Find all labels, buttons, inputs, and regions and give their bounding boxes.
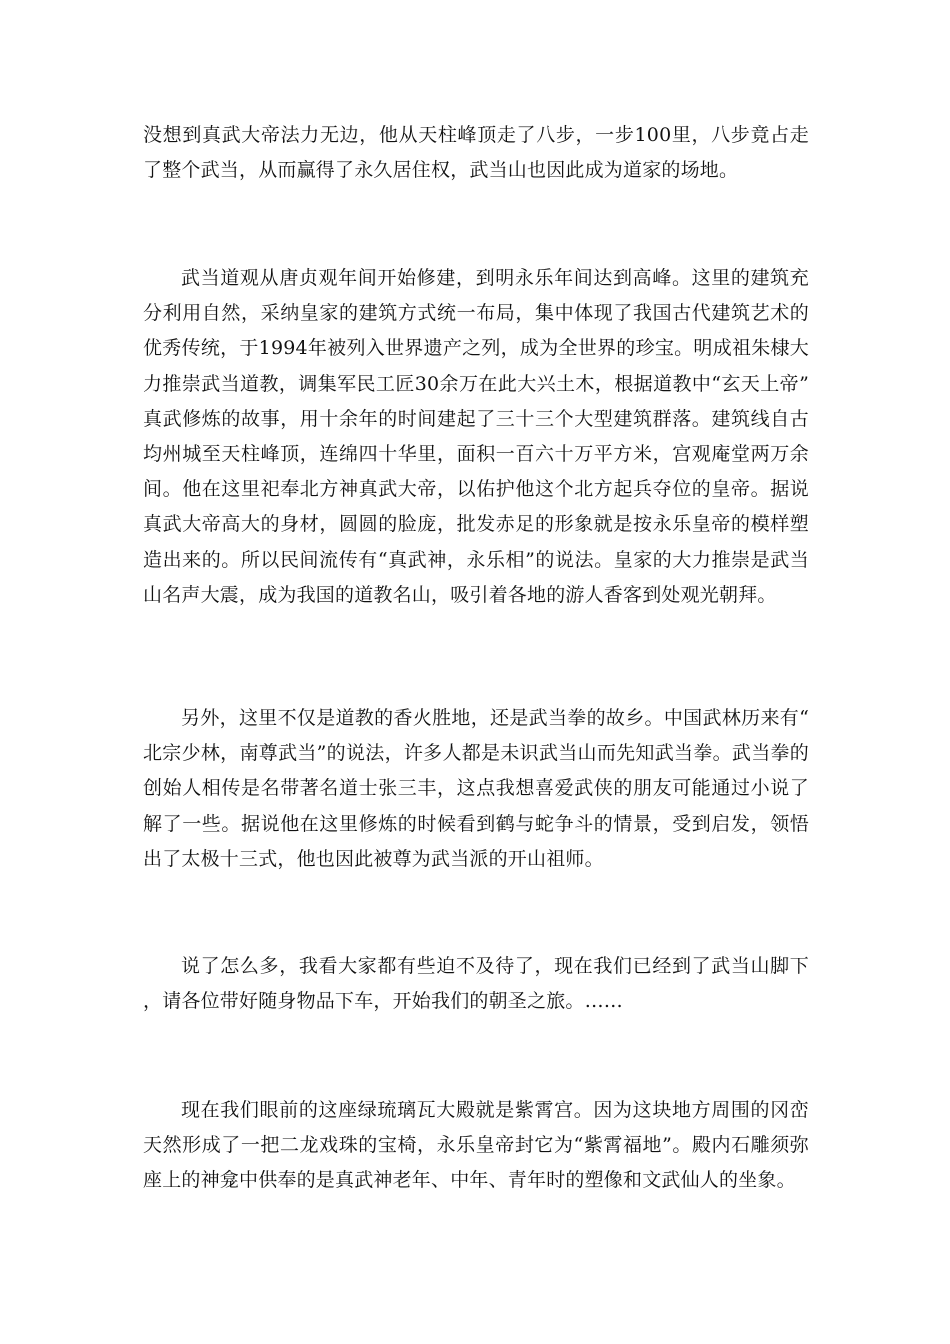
paragraph-5: 现在我们眼前的这座绿琉璃瓦大殿就是紫霄宫。因为这块地方周围的冈峦天然形成了一把二龙戏珠的宝椅，永乐皇帝封它为“紫霄福地”。殿内石雕须弥座上的神龛中供奉的是真武神老年、中年、青年时的塑像和文武仙人的坐象。 bbox=[143, 1099, 809, 1192]
paragraph-4: 说了怎么多，我看大家都有些迫不及待了，现在我们已经到了武当山脚下，请各位带好随身物品下车，开始我们的朝圣之旅。…… bbox=[143, 955, 809, 1013]
paragraph-1: 没想到真武大帝法力无边，他从天柱峰顶走了八步，一步100里，八步竟占走了整个武当，从而赢得了永久居住权，武当山也因此成为道家的场地。 bbox=[143, 124, 809, 182]
paragraph-3: 另外，这里不仅是道教的香火胜地，还是武当拳的故乡。中国武林历来有“北宗少林，南尊武当”的说法，许多人都是未识武当山而先知武当拳。武当拳的创始人相传是名带著名道士张三丰，这点我想喜爱武侠的朋友可能通过小说了解了一些。据说他在这里修炼的时候看到鹤与蛇争斗的情景，受到启发，领悟出了太极十三式，他也因此被尊为武当派的开山祖师。 bbox=[143, 707, 809, 870]
paragraph-2: 武当道观从唐贞观年间开始修建，到明永乐年间达到高峰。这里的建筑充分利用自然，采纳皇家的建筑方式统一布局，集中体现了我国古代建筑艺术的优秀传统，于1994年被列入世界遗产之列，成为全世界的珍宝。明成祖朱棣大力推崇武当道教，调集军民工匠30余万在此大兴土木，根据道教中“玄天上帝”真武修炼的故事，用十余年的时间建起了三十三个大型建筑群落。建筑线自古均州城至天柱峰顶，连绵四十华里，面积一百六十万平方米，宫观庵堂两万余间。他在这里祀奉北方神真武大帝，以佑护他这个北方起兵夺位的皇帝。据说真武大帝高大的身材，圆圆的脸庞，批发赤足的形象就是按永乐皇帝的模样塑造出来的。所以民间流传有“真武神，永乐相”的说法。皇家的大力推崇是武当山名声大震，成为我国的道教名山，吸引着各地的游人香客到处观光朝拜。 bbox=[143, 267, 809, 606]
